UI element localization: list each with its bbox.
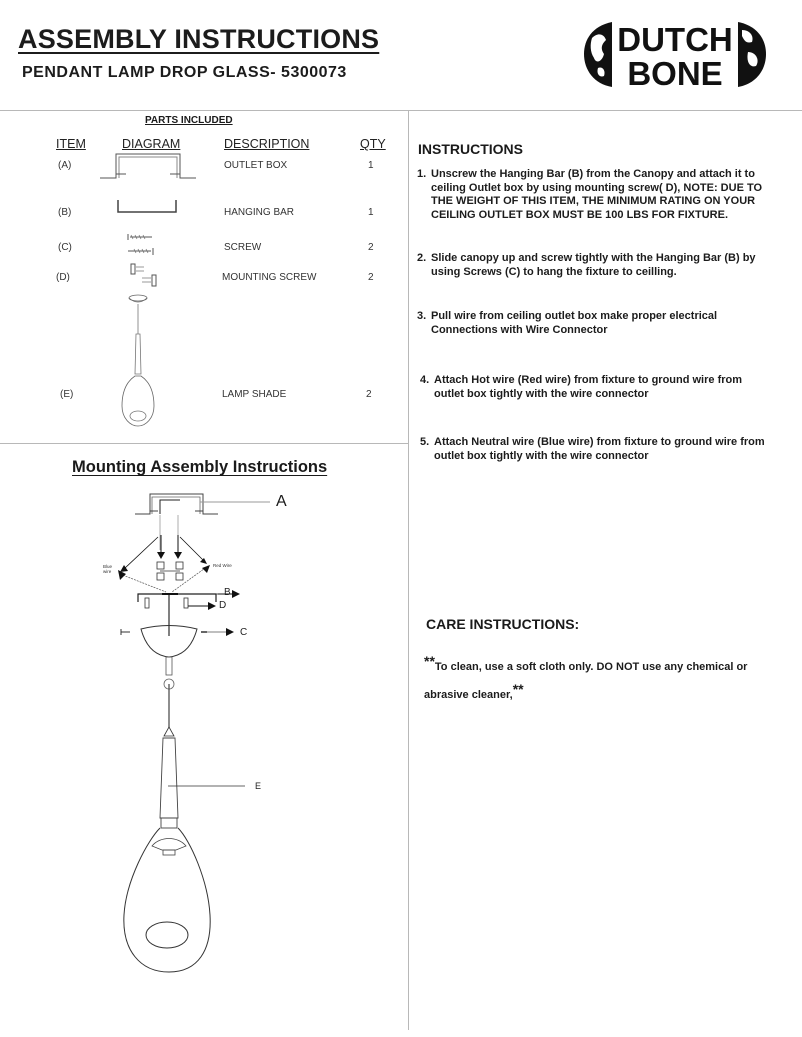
part-desc-b: HANGING BAR [224,207,295,218]
part-desc-c: SCREW [224,242,262,253]
part-qty-d: 2 [368,272,374,283]
part-desc-e: LAMP SHADE [222,389,287,400]
care-instructions-title: CARE INSTRUCTIONS: [426,616,580,632]
care-instructions-text [424,650,784,706]
part-desc-a: OUTLET BOX [224,160,288,171]
globe-logo-icon [582,18,768,90]
parts-included-title: PARTS INCLUDED [145,115,233,126]
outlet-box-icon [100,152,196,182]
screw-icon [126,232,156,258]
part-item-d: (D) [56,272,70,283]
mounting-assembly-title: Mounting Assembly Instructions [72,458,328,476]
lamp-shade-icon [118,294,158,430]
part-item-a: (A) [58,160,72,171]
product-subtitle: PENDANT LAMP DROP GLASS- 5300073 [22,64,347,81]
care-body: To clean, use a soft cloth only. DO NOT use any chemical or abrasive cleaner, [424,661,748,701]
part-item-c: (C) [58,242,72,253]
part-item-e: (E) [60,389,74,400]
part-qty-e: 2 [366,389,372,400]
part-item-b: (B) [58,207,72,218]
label-b: B [224,587,231,598]
asterisk-suffix: ** [512,681,524,697]
column-header-qty: QTY [360,137,386,151]
column-header-description: DESCRIPTION [224,137,310,151]
svg-text:DUTCH: DUTCH [617,21,733,58]
part-qty-c: 2 [368,242,374,253]
document-title: ASSEMBLY INSTRUCTIONS [18,24,380,54]
hanging-bar-icon [116,198,178,216]
svg-text:BONE: BONE [627,55,723,90]
label-a: A [276,493,287,510]
section-divider [0,443,408,444]
column-divider [408,110,409,1030]
instructions-title: INSTRUCTIONS [418,141,523,157]
instruction-step-3: 3. Pull wire from ceiling outlet box make proper electrical Connections with Wire Connector [417,310,718,336]
label-red-wire: Red Wire [213,563,232,568]
part-qty-a: 1 [368,160,374,171]
instruction-step-5: 5. Attach Neutral wire (Blue wire) from fixture to ground wire from outlet box tightly with the wire connector [420,436,765,462]
instruction-step-4: 4. Attach Hot wire (Red wire) from fixture to ground wire from outlet box tightly with the wire connector [420,374,743,400]
label-c: C [240,627,248,638]
brand-logo [582,18,768,90]
instruction-step-2: 2. Slide canopy up and screw tightly with the Hanging Bar (B) by using Screws (C) to hang the fixture to ceilling. [417,252,756,278]
header-divider [0,110,802,111]
mounting-assembly-diagram [80,485,300,1025]
instruction-step-1: 1. Unscrew the Hanging Bar (B) from the Canopy and attach it to ceiling Outlet box by using mounting screw( D), NOTE: DUE TO THE WEIGHT OF THIS ITEM, THE MINIMUM RATING ON YOUR CEILING OUTLET BOX MUST BE 100 LBS FOR FIXTURE. [417,168,763,221]
label-blue-wire: Blue wire [103,564,113,574]
column-header-diagram: DIAGRAM [122,137,181,151]
column-header-item: ITEM [56,137,86,151]
part-desc-d: MOUNTING SCREW [222,272,317,283]
label-e: E [255,781,262,791]
mounting-screw-icon [130,262,158,288]
asterisk-prefix: ** [424,653,435,669]
label-d: D [219,600,227,611]
part-qty-b: 1 [368,207,374,218]
